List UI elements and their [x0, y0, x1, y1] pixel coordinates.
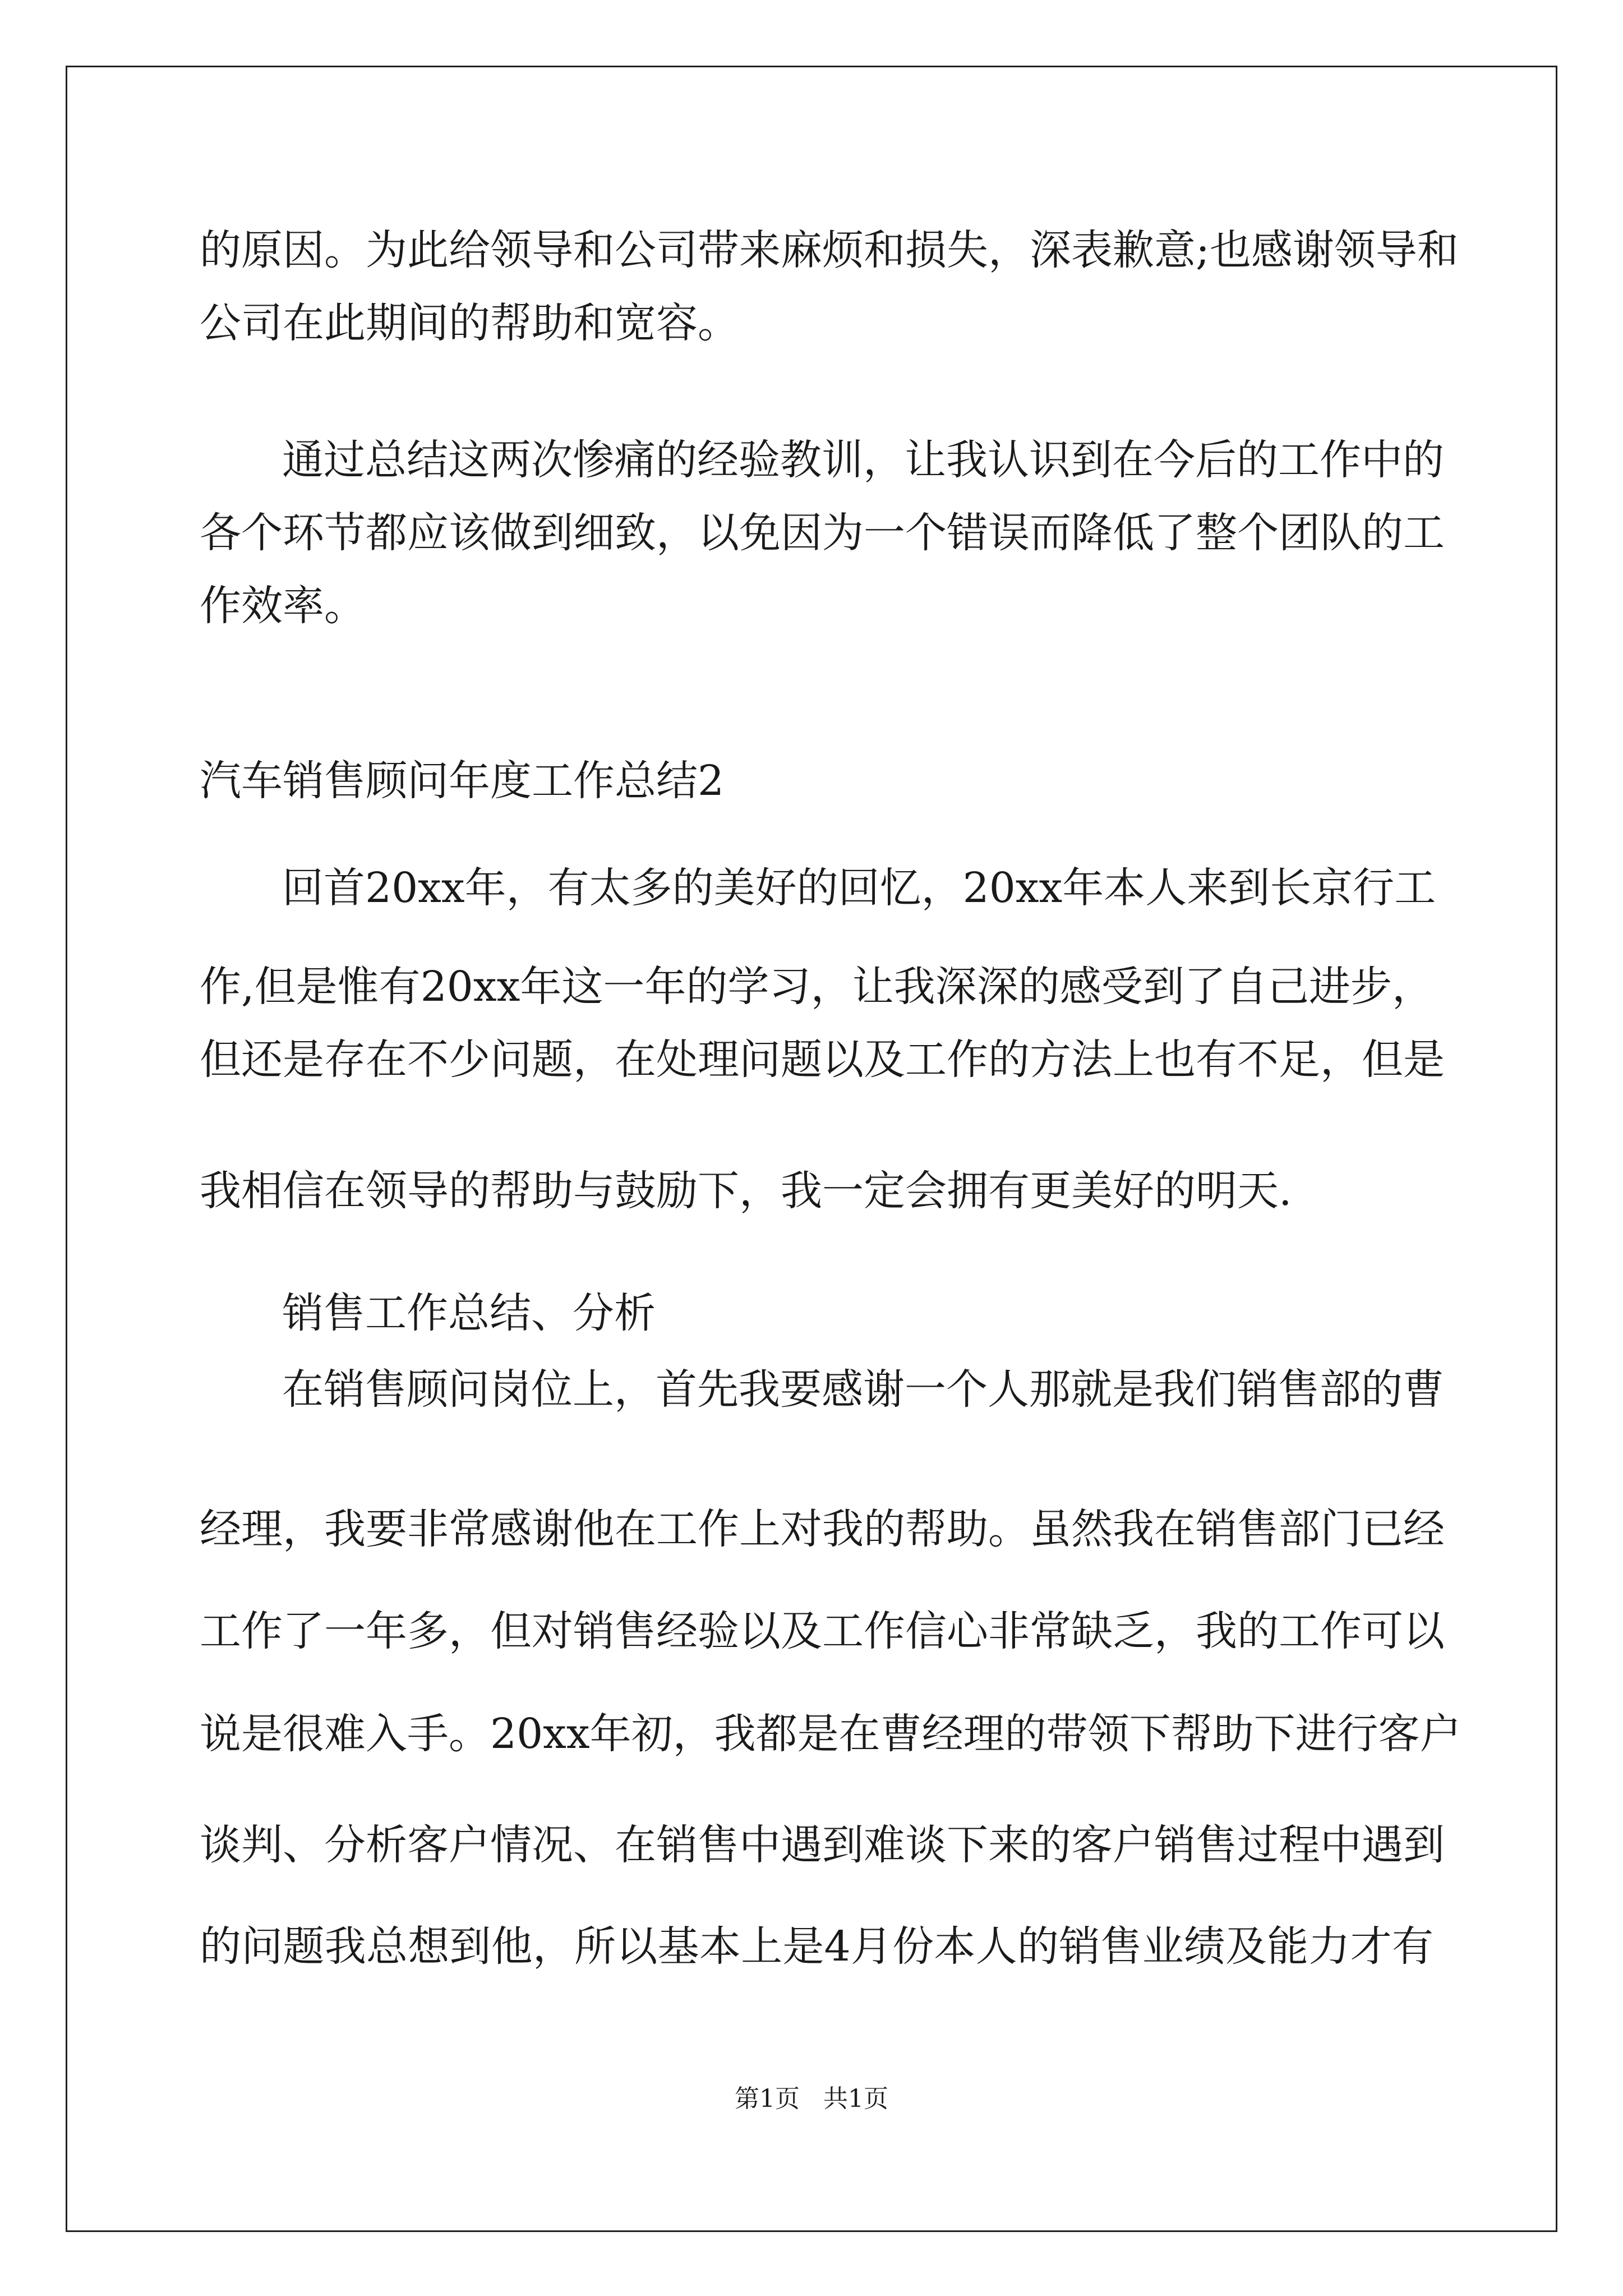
text-line: 在销售顾问岗位上，首先我要感谢一个人那就是我们销售部的曹 — [282, 1365, 1444, 1414]
text-line: 公司在此期间的帮助和宽容。 — [200, 299, 739, 347]
text-line: 经理，我要非常感谢他在工作上对我的帮助。虽然我在销售部门已经 — [200, 1505, 1445, 1553]
text-line: 的问题我总想到他，所以基本上是4月份本人的销售业绩及能力才有 — [200, 1922, 1433, 1971]
text-line: 作,但是惟有20xx年这一年的学习，让我深深的感受到了自己进步， — [200, 963, 1433, 1011]
text-line: 的原因。为此给领导和公司带来麻烦和损失，深表歉意;也感谢领导和 — [200, 226, 1459, 274]
text-line: 回首20xx年，有太多的美好的回忆，20xx年本人来到长京行工 — [282, 864, 1436, 912]
text-line: 我相信在领导的帮助与鼓励下，我一定会拥有更美好的明天. — [200, 1167, 1292, 1215]
text-line: 工作了一年多，但对销售经验以及工作信心非常缺乏，我的工作可以 — [200, 1607, 1445, 1655]
page-border — [66, 66, 1557, 2232]
text-line: 作效率。 — [200, 582, 366, 630]
text-line: 但还是存在不少问题，在处理问题以及工作的方法上也有不足，但是 — [200, 1036, 1445, 1084]
page-footer: 第1页 共1页 — [735, 2085, 888, 2113]
text-line: 通过总结这两次惨痛的经验教训，让我认识到在今后的工作中的 — [282, 436, 1444, 484]
section-heading: 汽车销售顾问年度工作总结2 — [200, 757, 725, 805]
text-line: 说是很难入手。20xx年初，我都是在曹经理的带领下帮助下进行客户 — [200, 1710, 1461, 1758]
text-line: 各个环节都应该做到细致，以免因为一个错误而降低了整个团队的工 — [200, 509, 1445, 557]
text-line: 谈判、分析客户情况、在销售中遇到难谈下来的客户销售过程中遇到 — [200, 1821, 1445, 1869]
subheading: 销售工作总结、分析 — [282, 1289, 656, 1337]
